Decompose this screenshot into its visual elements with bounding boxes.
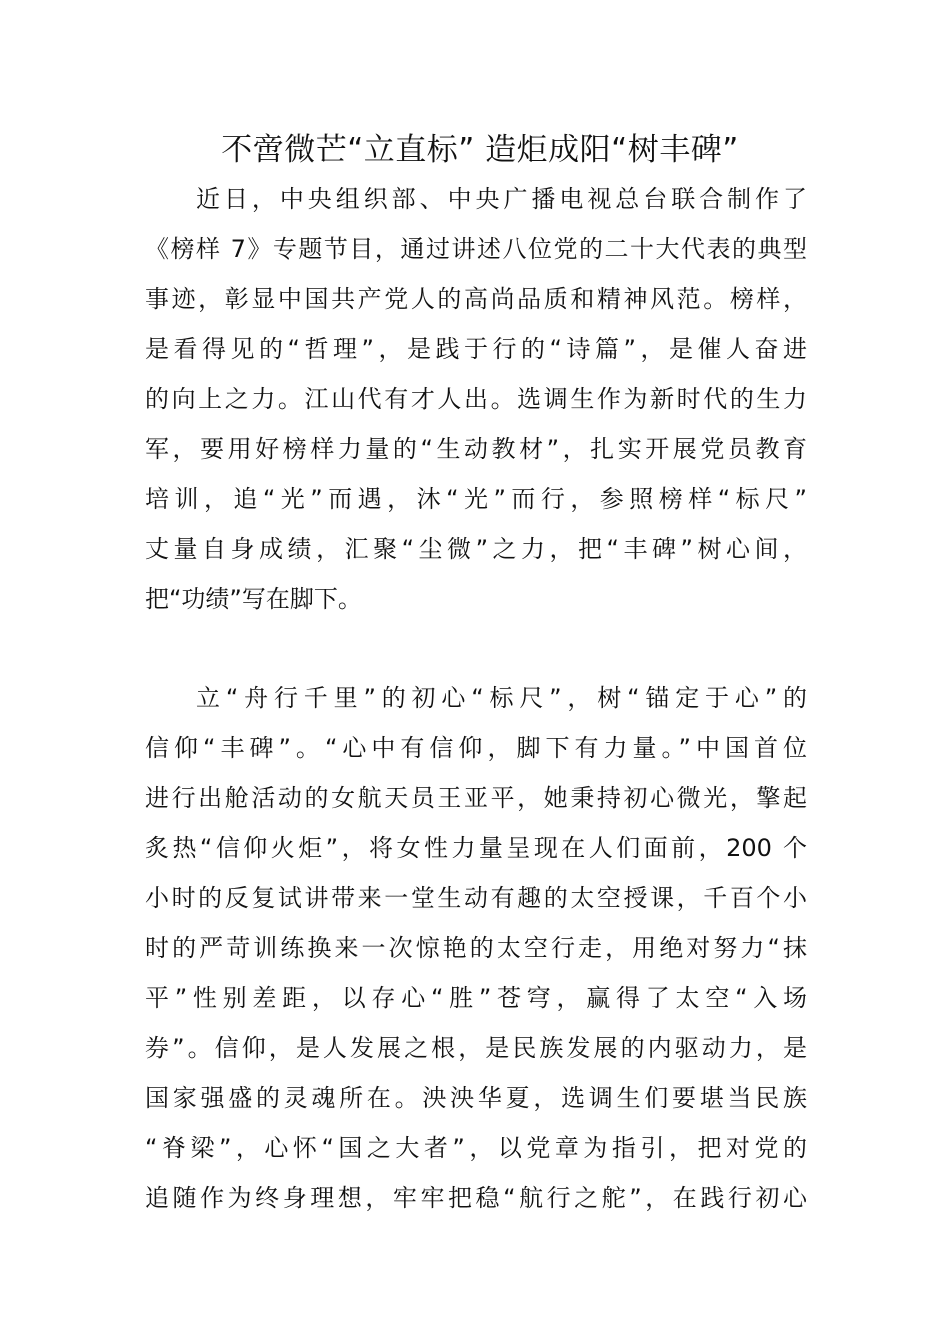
document-title: 不啻微芒“立直标” 造炬成阳“树丰碑” xyxy=(221,132,739,168)
paragraph-line: 立“舟行千里”的初心“标尺”，树“锚定于心”的 xyxy=(196,684,807,712)
paragraph-line: 信仰“丰碑”。“心中有信仰，脚下有力量。”中国首位 xyxy=(145,734,807,762)
paragraph-line: 培训，追“光”而遇，沐“光”而行，参照榜样“标尺” xyxy=(145,485,807,513)
paragraph-line: 炙热“信仰火炬”，将女性力量呈现在人们面前，200 个 xyxy=(145,834,807,862)
paragraph-line: 小时的反复试讲带来一堂生动有趣的太空授课，千百个小 xyxy=(145,884,807,912)
paragraph-line: 《榜样 7》专题节目，通过讲述八位党的二十大代表的典型 xyxy=(145,235,807,263)
paragraph-line: 军，要用好榜样力量的“生动教材”，扎实开展党员教育 xyxy=(145,435,807,463)
paragraph-line: 国家强盛的灵魂所在。泱泱华夏，选调生们要堪当民族 xyxy=(145,1084,807,1112)
paragraph-line: 进行出舱活动的女航天员王亚平，她秉持初心微光，擎起 xyxy=(145,784,807,812)
paragraph-line: 时的严苛训练换来一次惊艳的太空行走，用绝对努力“抹 xyxy=(145,934,807,962)
paragraph-line: “脊梁”，心怀“国之大者”，以党章为指引，把对党的 xyxy=(145,1134,807,1162)
paragraph-line: 追随作为终身理想，牢牢把稳“航行之舵”，在践行初心 xyxy=(145,1184,807,1212)
paragraph-line: 是看得见的“哲理”，是践于行的“诗篇”，是催人奋进 xyxy=(145,335,807,363)
paragraph-line: 把“功绩”写在脚下。 xyxy=(145,585,362,613)
paragraph-line: 事迹，彰显中国共产党人的高尚品质和精神风范。榜样， xyxy=(145,285,807,313)
paragraph-line: 近日，中央组织部、中央广播电视总台联合制作了 xyxy=(196,185,807,213)
paragraph-line: 平”性别差距，以存心“胜”苍穹，赢得了太空“入场 xyxy=(145,984,807,1012)
paragraph-line: 的向上之力。江山代有才人出。选调生作为新时代的生力 xyxy=(145,385,807,413)
paragraph-line: 券”。信仰，是人发展之根，是民族发展的内驱动力，是 xyxy=(145,1034,807,1062)
paragraph-line: 丈量自身成绩，汇聚“尘微”之力，把“丰碑”树心间， xyxy=(145,535,807,563)
